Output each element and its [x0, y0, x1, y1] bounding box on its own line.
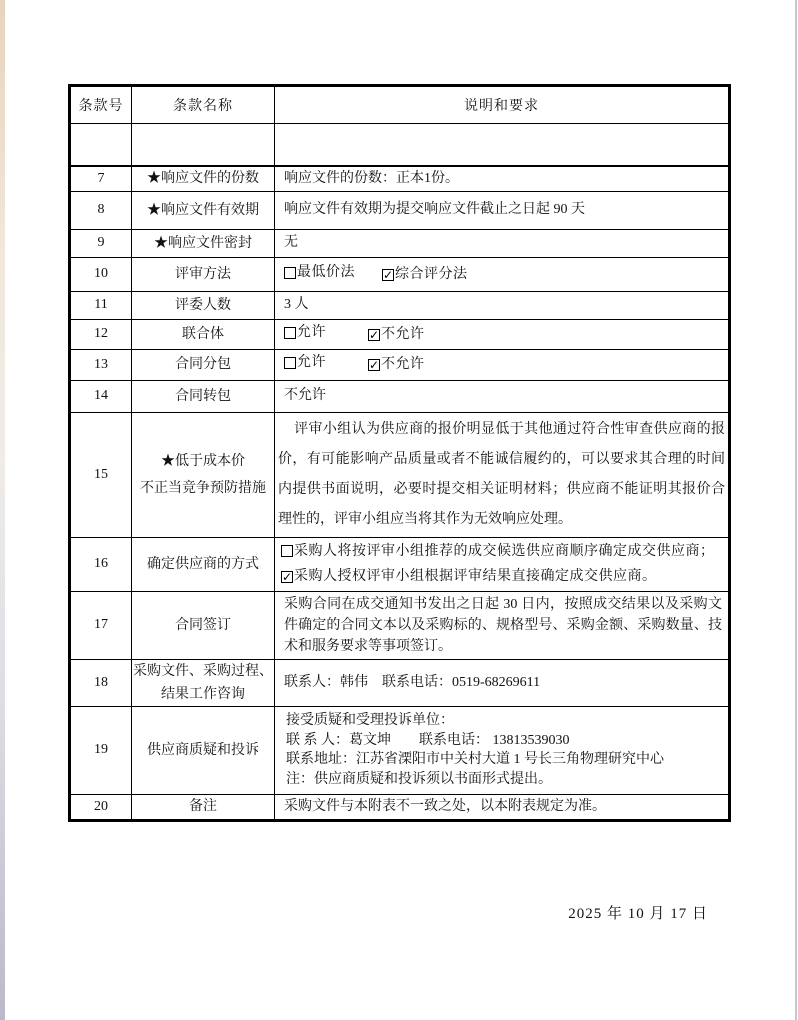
clause-name-line: 供应商质疑和投诉	[147, 742, 259, 758]
table-row	[70, 591, 730, 659]
checkbox-icon: ✓	[282, 569, 293, 584]
clause-name	[132, 380, 275, 412]
checkbox-label: 采购人授权评审小组根据评审结果直接确定成交供应商。	[294, 569, 657, 584]
checkbox-icon	[284, 327, 296, 339]
description-text: 3 人	[284, 297, 309, 312]
clause-number: 11	[70, 291, 132, 319]
description-paragraph: 评审小组认为供应商的报价明显低于其他通过符合性审查供应商的报价，有可能影响产品质量或者不能诚信履约的，可以要求其合理的时间内提供书面说明，必要时提交相关证明材料；供应商不能证明其报价合理性的，评审小组应当将其作为无效响应处理。	[278, 421, 725, 527]
clause-name	[132, 706, 275, 794]
clause-description	[275, 537, 730, 591]
checkbox-unchecked	[284, 263, 355, 283]
description-line	[284, 200, 722, 220]
description-paragraph: 采购合同在成交通知书发出之日起 30 日内，按照成交结果以及采购文件确定的合同文本以及采购标的、规格型号、采购金额、采购数量、技术和服务要求等事项签订。	[284, 596, 722, 654]
clause-name-line: 评委人数	[175, 297, 231, 313]
clause-number: 10	[70, 257, 132, 291]
description-text: 无	[284, 235, 298, 250]
clause-name-line: 采购文件、采购过程、	[133, 663, 273, 679]
clause-description	[275, 706, 730, 794]
description-text: 联系人：韩伟 联系电话：0519-68269611	[284, 674, 541, 690]
clause-number: 13	[70, 349, 132, 380]
clause-number	[70, 124, 132, 166]
clause-name	[132, 349, 275, 380]
clause-name	[132, 257, 275, 291]
header-clause-number: 条款号	[70, 86, 132, 124]
clause-description	[275, 349, 730, 380]
checkbox-label: 采购人将按评审小组推荐的成交候选供应商顺序确定成交供应商；	[294, 543, 715, 559]
clause-number: 18	[70, 659, 132, 706]
table-row	[70, 380, 730, 412]
description-line	[286, 770, 722, 790]
description-line	[284, 353, 722, 376]
clause-name-line: ★低于成本价	[161, 453, 245, 469]
checkbox-label: 最低价法	[297, 264, 355, 280]
clause-name-line: 不正当竞争预防措施	[140, 480, 266, 496]
clause-number: 14	[70, 380, 132, 412]
clause-description	[275, 257, 730, 291]
checkbox-icon	[284, 357, 296, 369]
clause-name	[132, 412, 275, 537]
clause-number: 16	[70, 537, 132, 591]
description-line	[286, 750, 722, 770]
clause-name	[132, 537, 275, 591]
description-line	[284, 295, 722, 315]
clause-number: 12	[70, 319, 132, 349]
checkbox-label: 不允许	[381, 357, 425, 372]
clause-description	[275, 291, 730, 319]
description-line	[286, 711, 722, 731]
checkbox-icon: ✓	[369, 327, 380, 342]
description-text: 采购文件与本附表不一致之处，以本附表规定为准。	[284, 798, 606, 814]
clause-name-line: 合同签订	[175, 617, 231, 633]
checkbox-checked	[368, 325, 425, 345]
checkbox-unchecked	[281, 540, 715, 563]
clause-name-line: 合同转包	[175, 388, 231, 404]
description-line	[284, 386, 722, 406]
document-date: 2025 年 10 月 17 日	[568, 906, 708, 922]
checkbox-checked	[368, 355, 425, 375]
clause-name	[132, 591, 275, 659]
header-row	[70, 86, 730, 124]
description-line	[284, 797, 722, 817]
page-edge-left	[0, 0, 5, 1020]
clause-number: 7	[70, 166, 132, 192]
table-row	[70, 349, 730, 380]
description-text: 注：供应商质疑和投诉须以书面形式提出。	[286, 771, 552, 787]
checkbox-checked	[281, 565, 657, 588]
table-row	[70, 291, 730, 319]
clause-description	[275, 229, 730, 257]
clause-description	[275, 380, 730, 412]
header-description: 说明和要求	[275, 86, 730, 124]
checkbox-unchecked	[284, 323, 326, 343]
clause-number: 8	[70, 191, 132, 229]
clause-name-line: ★响应文件有效期	[147, 202, 259, 218]
clause-description	[275, 794, 730, 820]
description-text: 响应文件有效期为提交响应文件截止之日起 90 天	[284, 202, 585, 217]
terms-table	[68, 84, 731, 822]
clause-name-line: 确定供应商的方式	[147, 556, 259, 572]
clause-name	[132, 291, 275, 319]
header-clause-name: 条款名称	[132, 86, 275, 124]
checkbox-label: 综合评分法	[395, 266, 468, 282]
clause-name-line: ★响应文件密封	[154, 235, 252, 251]
clause-name-line: 结果工作咨询	[161, 686, 245, 702]
checkbox-icon: ✓	[383, 267, 394, 282]
description-text: 接受质疑和受理投诉单位：	[286, 713, 454, 728]
clause-description	[275, 412, 730, 537]
checkbox-icon: ✓	[369, 358, 380, 372]
clause-name	[132, 659, 275, 706]
clause-description	[275, 659, 730, 706]
clause-description	[275, 191, 730, 229]
table-row	[70, 706, 730, 794]
clause-number: 20	[70, 794, 132, 820]
table-row	[70, 412, 730, 537]
checkbox-icon	[281, 545, 293, 557]
table-row	[70, 257, 730, 291]
table-row	[70, 659, 730, 706]
clause-description	[275, 591, 730, 659]
clause-name-line: 联合体	[182, 326, 224, 342]
checkbox-unchecked	[284, 353, 326, 373]
table-row	[70, 229, 730, 257]
description-line	[284, 233, 722, 253]
table-row	[70, 166, 730, 192]
description-line	[284, 169, 722, 189]
description-line	[281, 565, 722, 589]
clause-name-line: ★响应文件的份数	[147, 171, 259, 186]
clause-name-line: 备注	[189, 799, 217, 814]
description-text: 不允许	[284, 388, 326, 403]
clause-description	[275, 124, 730, 166]
description-line	[284, 673, 722, 693]
description-line	[284, 263, 722, 286]
description-line	[284, 323, 722, 346]
clause-name	[132, 166, 275, 192]
clause-name	[132, 191, 275, 229]
clause-number: 15	[70, 412, 132, 537]
clause-name-line: 评审方法	[175, 266, 231, 282]
checkbox-icon	[284, 267, 296, 279]
clause-number: 9	[70, 229, 132, 257]
clause-name	[132, 229, 275, 257]
clause-name-line: 合同分包	[175, 357, 231, 372]
clause-number: 19	[70, 706, 132, 794]
description-line	[286, 731, 722, 751]
page-edge-right	[795, 0, 797, 1020]
description-text: 联系地址：江苏省溧阳市中关村大道 1 号长三角物理研究中心	[286, 752, 664, 767]
table-row	[70, 537, 730, 591]
clause-description	[275, 166, 730, 192]
checkbox-label: 不允许	[381, 326, 425, 342]
clause-name	[132, 794, 275, 820]
description-line	[281, 540, 722, 566]
clause-name	[132, 124, 275, 166]
table-row	[70, 319, 730, 349]
description-text: 响应文件的份数：正本1份。	[284, 170, 459, 186]
table-row	[70, 191, 730, 229]
clause-name	[132, 319, 275, 349]
clause-number: 17	[70, 591, 132, 659]
clause-description	[275, 319, 730, 349]
description-text: 联 系 人：葛文坤 联系电话： 13813539030	[286, 732, 570, 748]
checkbox-label: 允许	[297, 324, 326, 340]
checkbox-label: 允许	[297, 355, 326, 370]
checkbox-checked	[382, 265, 468, 285]
table-row	[70, 794, 730, 820]
table-row	[70, 124, 730, 166]
